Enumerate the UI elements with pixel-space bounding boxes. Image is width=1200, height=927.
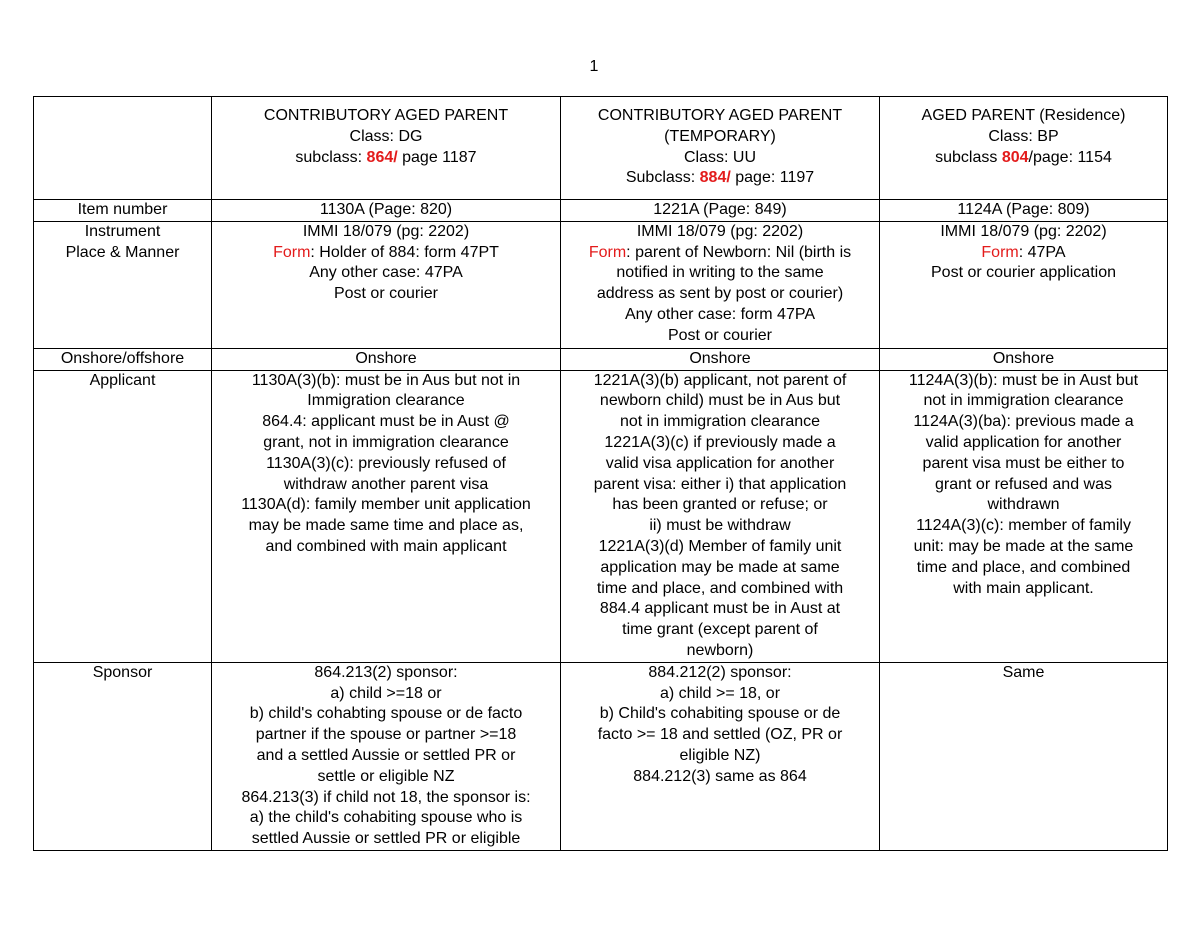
header-subclass: subclass 804/page: 1154 [935,148,1112,166]
cell-line: 1130A(3)(c): previously refused of [266,454,506,472]
cell-line: not in immigration clearance [923,392,1124,410]
cell-line: withdraw another parent visa [283,475,489,493]
item-number-row [34,200,1168,222]
form-line: Form: Holder of 884: form 47PT [273,243,499,261]
page-number: 1 [589,58,599,75]
header-class: Class: DG [349,127,423,145]
header-class: Class: BP [988,127,1059,145]
cell-line: application may be made at same [600,558,840,576]
cell-line: valid application for another [925,433,1122,451]
cell-line: newborn) [686,641,754,659]
cell-line: time grant (except parent of [622,621,818,639]
cell-line: notified in writing to the same [616,264,824,282]
cell-line: newborn child) must be in Aus but [599,392,841,410]
cell-line: address as sent by post or courier) [596,285,844,303]
cell-line: may be made same time and place as, [248,517,524,535]
cell-line: a) the child's cohabiting spouse who is [249,809,523,827]
item-number-cell: 1221A (Page: 849) [561,200,880,222]
header-title: CONTRIBUTORY AGED PARENT [263,107,509,124]
cell-line: b) child's cohabting spouse or de facto [249,705,523,723]
cell-line: Any other case: form 47PA [624,305,815,323]
header-cell-864 [212,97,561,200]
cell-line: Same [1002,663,1045,681]
cell-line: 1221A(3)(d) Member of family unit [598,537,842,555]
cell-line: 884.212(2) sponsor: [648,663,792,681]
header-cell-884 [561,97,880,200]
form-label: Form [588,243,627,261]
sponsor-row [34,662,1168,850]
cell-line: 1124A(3)(ba): previous made a [913,413,1134,431]
onshore-cell: Onshore [212,348,561,370]
cell-line: grant or refused and was [935,475,1112,493]
cell-line: time and place, and combined [916,558,1131,576]
cell-line: ii) must be withdraw [649,517,791,535]
header-row [34,97,1168,200]
header-cell-804 [880,97,1168,200]
row-label: Instrument Place & Manner [34,221,212,348]
sponsor-cell [561,662,880,850]
cell-line: not in immigration clearance [619,413,821,431]
cell-line: with main applicant. [953,579,1094,597]
cell-line: 1130A(d): family member unit application [241,496,531,514]
cell-line: Any other case: 47PA [309,264,463,282]
form-label: Form [273,243,311,261]
cell-line: parent visa: either i) that application [593,475,847,493]
header-class: Class: UU [683,148,756,166]
cell-line: eligible NZ) [679,746,761,764]
cell-line: 884.212(3) same as 864 [633,767,807,785]
cell-line: 884.4 applicant must be in Aust at [599,600,841,618]
row-label: Sponsor [34,662,212,850]
cell-line: Post or courier [667,326,773,344]
instrument-row [34,221,1168,348]
cell-line: parent visa must be either to [922,454,1125,472]
cell-line: withdrawn [987,496,1060,514]
header-title-sub: (TEMPORARY) [664,127,776,145]
cell-line: a) child >= 18, or [659,684,781,702]
instrument-text: IMMI 18/079 (pg: 2202) [940,222,1107,240]
header-subclass: Subclass: 884/ page: 1197 [625,169,815,187]
form-line: Form: parent of Newborn: Nil (birth is [588,243,852,261]
cell-line: settle or eligible NZ [317,767,455,785]
cell-line: unit: may be made at the same [913,537,1134,555]
item-number-cell: 1124A (Page: 809) [880,200,1168,222]
header-title: AGED PARENT (Residence) [921,107,1126,124]
cell-line: valid visa application for another [605,454,835,472]
cell-line: Immigration clearance [307,392,465,410]
onshore-cell: Onshore [561,348,880,370]
header-cell-empty [34,97,212,200]
applicant-cell [880,370,1168,662]
subclass-number: 804 [1001,148,1029,166]
cell-line: 1124A(3)(b): must be in Aust but [908,371,1139,389]
row-label: Item number [34,200,212,222]
applicant-row [34,370,1168,662]
cell-line: has been granted or refuse; or [612,496,828,514]
instrument-cell [880,221,1168,348]
subclass-number: 864/ [366,148,398,166]
sponsor-cell [212,662,561,850]
cell-line: 864.213(2) sponsor: [314,663,458,681]
cell-line: grant, not in immigration clearance [263,433,509,451]
instrument-text: IMMI 18/079 (pg: 2202) [302,222,470,240]
row-label: Applicant [34,370,212,662]
cell-line: 1221A(3)(b) applicant, not parent of [593,371,847,389]
visa-comparison-table [33,96,1168,851]
cell-line: 864.4: applicant must be in Aust @ [262,413,510,431]
cell-line: a) child >=18 or [330,684,442,702]
applicant-cell [212,370,561,662]
cell-line: facto >= 18 and settled (OZ, PR or [597,726,843,744]
header-title: CONTRIBUTORY AGED PARENT [597,107,843,124]
instrument-cell [212,221,561,348]
instrument-cell [561,221,880,348]
onshore-cell: Onshore [880,348,1168,370]
form-label: Form [981,243,1019,261]
cell-line: and combined with main applicant [265,537,507,555]
cell-line: settled Aussie or settled PR or eligible [251,830,521,848]
cell-line: Post or courier [333,285,439,303]
cell-line: and a settled Aussie or settled PR or [256,746,516,764]
form-line: Form: 47PA [981,243,1066,261]
cell-line: time and place, and combined with [596,579,844,597]
cell-line: 864.213(3) if child not 18, the sponsor is: [241,788,531,806]
cell-line: 1130A(3)(b): must be in Aus but not in [251,371,521,389]
sponsor-cell [880,662,1168,850]
cell-line: Post or courier application [931,264,1116,282]
row-label: Onshore/offshore [34,348,212,370]
subclass-number: 884/ [699,169,731,187]
cell-line: partner if the spouse or partner >=18 [255,726,517,744]
cell-line: 1221A(3)(c) if previously made a [604,433,836,451]
header-subclass: subclass: 864/ page 1187 [295,148,477,166]
onshore-offshore-row [34,348,1168,370]
item-number-cell: 1130A (Page: 820) [212,200,561,222]
cell-line: b) Child's cohabiting spouse or de [599,705,841,723]
instrument-text: IMMI 18/079 (pg: 2202) [636,222,804,240]
cell-line: 1124A(3)(c): member of family [916,517,1131,535]
applicant-cell [561,370,880,662]
